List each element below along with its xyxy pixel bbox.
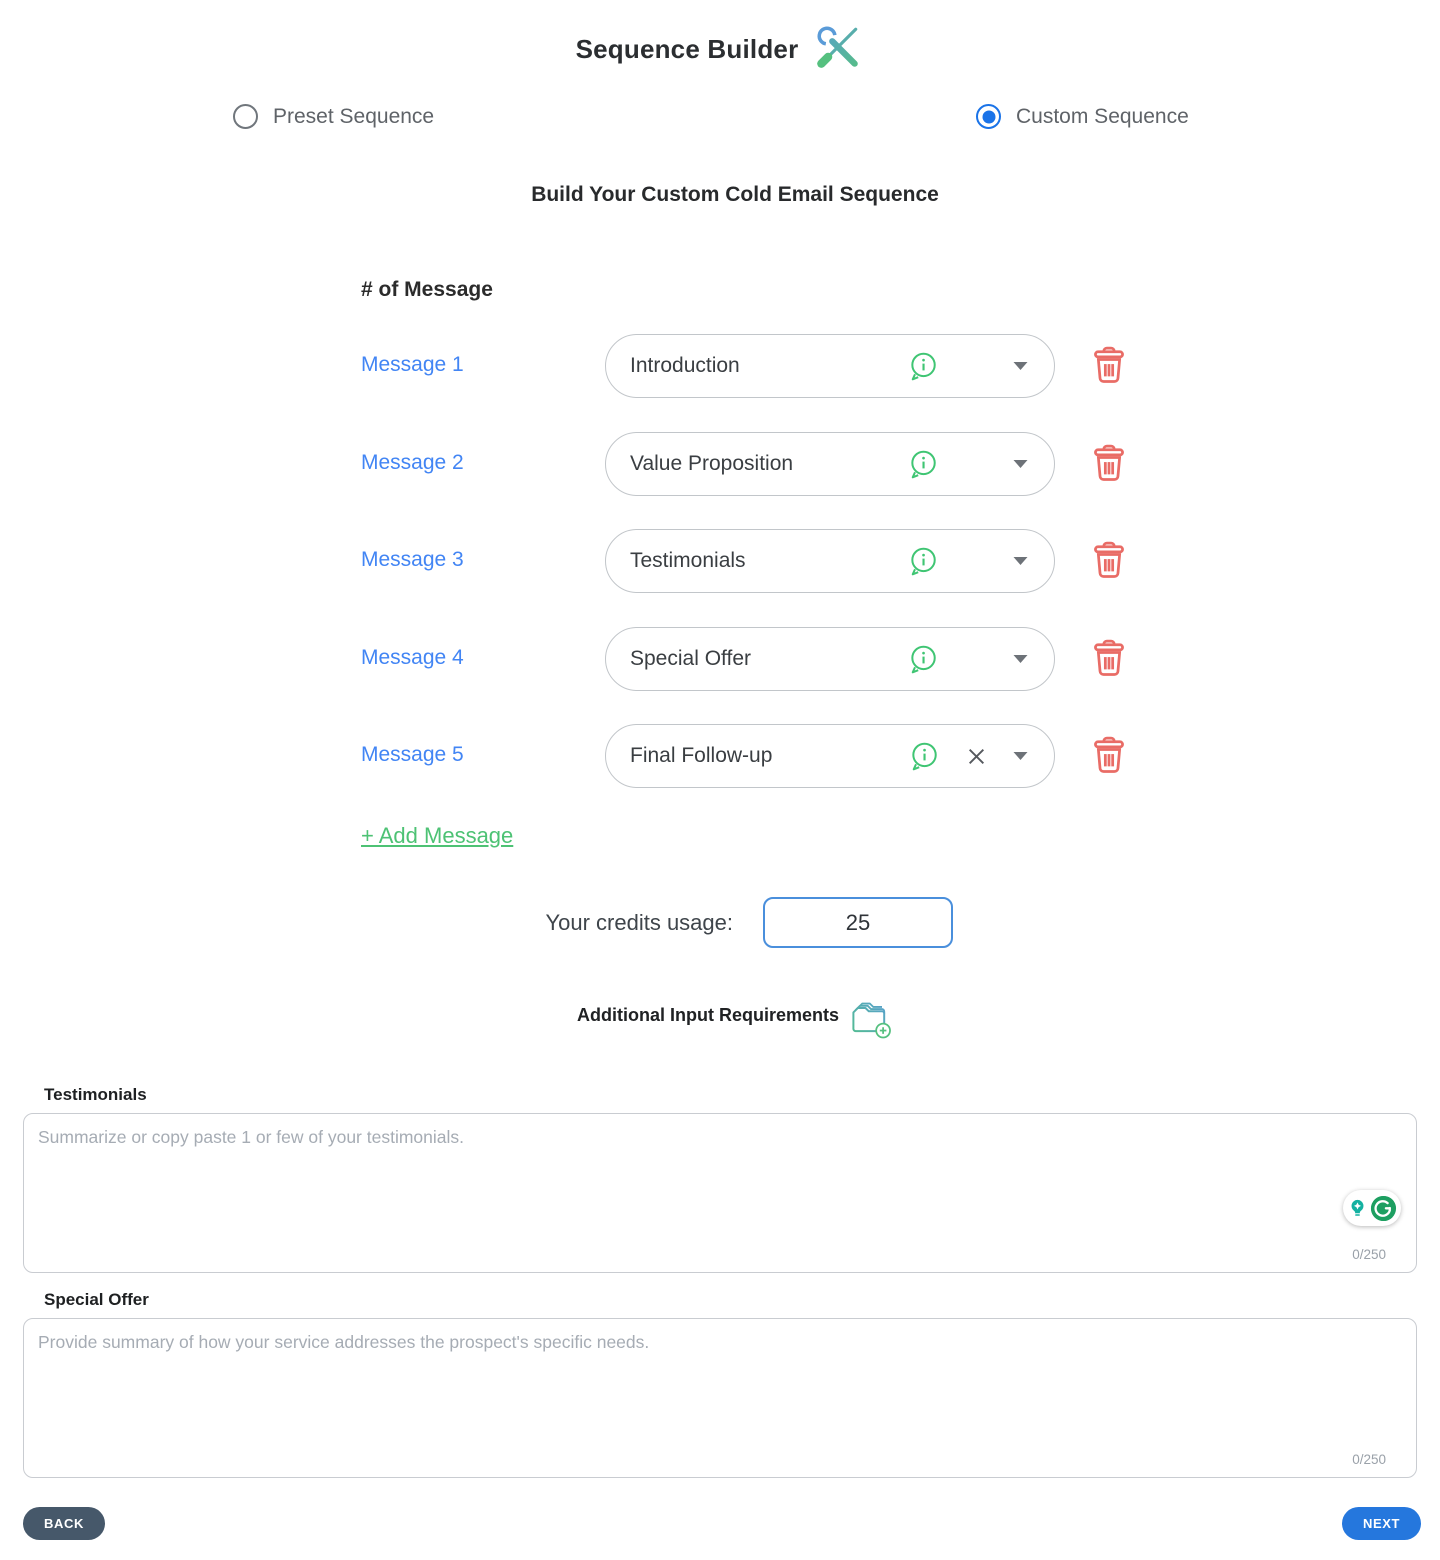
additional-input-heading (0, 999, 1440, 1039)
trash-icon[interactable] (1086, 733, 1132, 779)
credits-usage-value[interactable]: 25 (763, 897, 953, 948)
message-label: Message 4 (361, 646, 464, 669)
back-button[interactable]: BACK (23, 1507, 105, 1540)
dropdown-value: Final Follow-up (630, 744, 773, 767)
message-type-dropdown[interactable] (605, 627, 1055, 691)
testimonials-field (23, 1113, 1417, 1273)
special-offer-field (23, 1318, 1417, 1478)
additional-input-title: Additional Input Requirements (576, 1005, 839, 1025)
wrench-screwdriver-icon (812, 22, 864, 77)
grammarly-tone-icon[interactable] (1347, 1198, 1368, 1219)
chevron-down-icon[interactable] (1013, 556, 1028, 566)
message-count-label: # of Message (361, 278, 493, 301)
chat-info-icon[interactable] (908, 740, 940, 772)
chat-info-icon[interactable] (907, 545, 939, 577)
page-header (0, 22, 1440, 77)
message-row (0, 627, 1440, 691)
testimonials-field-label: Testimonials (44, 1085, 147, 1104)
page-title: Sequence Builder (575, 34, 799, 64)
chat-info-icon[interactable] (907, 448, 939, 480)
folder-plus-icon (849, 999, 893, 1039)
grammarly-widget[interactable] (1343, 1190, 1401, 1226)
preset-sequence-label: Preset Sequence (273, 104, 435, 128)
chevron-down-icon[interactable] (1013, 654, 1028, 664)
special-offer-field-label: Special Offer (44, 1290, 149, 1309)
credits-usage-label: Your credits usage: (545, 910, 733, 935)
message-type-dropdown[interactable] (605, 724, 1055, 788)
message-row (0, 529, 1440, 593)
char-counter: 0/250 (1352, 1452, 1386, 1467)
message-label: Message 5 (361, 743, 464, 766)
radio-circle-checked[interactable] (976, 104, 1001, 129)
message-row (0, 724, 1440, 788)
chevron-down-icon[interactable] (1013, 361, 1028, 371)
message-label: Message 2 (361, 451, 464, 474)
message-type-dropdown[interactable] (605, 334, 1055, 398)
char-counter: 0/250 (1352, 1247, 1386, 1262)
radio-circle-unchecked[interactable] (233, 104, 258, 129)
clear-x-icon[interactable] (966, 746, 987, 767)
build-heading: Build Your Custom Cold Email Sequence (531, 183, 939, 206)
chat-info-icon[interactable] (907, 350, 939, 382)
add-message-link[interactable]: + Add Message (361, 823, 514, 848)
trash-icon[interactable] (1086, 538, 1132, 584)
preset-sequence-radio[interactable] (233, 104, 434, 129)
grammarly-g-icon[interactable] (1370, 1195, 1397, 1222)
custom-sequence-radio[interactable] (976, 104, 1189, 129)
trash-icon[interactable] (1086, 441, 1132, 487)
dropdown-value: Testimonials (630, 549, 746, 572)
next-button[interactable]: NEXT (1342, 1507, 1421, 1540)
testimonials-textarea[interactable] (24, 1114, 1416, 1232)
message-type-dropdown[interactable] (605, 432, 1055, 496)
special-offer-textarea[interactable] (24, 1319, 1416, 1437)
message-row (0, 432, 1440, 496)
dropdown-value: Value Proposition (630, 452, 794, 475)
message-label: Message 3 (361, 548, 464, 571)
message-row (0, 334, 1440, 398)
chat-info-icon[interactable] (907, 643, 939, 675)
message-type-dropdown[interactable] (605, 529, 1055, 593)
trash-icon[interactable] (1086, 343, 1132, 389)
chevron-down-icon[interactable] (1013, 459, 1028, 469)
chevron-down-icon[interactable] (1013, 751, 1028, 761)
custom-sequence-label: Custom Sequence (1016, 104, 1189, 128)
trash-icon[interactable] (1086, 636, 1132, 682)
message-label: Message 1 (361, 353, 464, 376)
dropdown-value: Introduction (630, 354, 740, 377)
dropdown-value: Special Offer (630, 647, 752, 670)
